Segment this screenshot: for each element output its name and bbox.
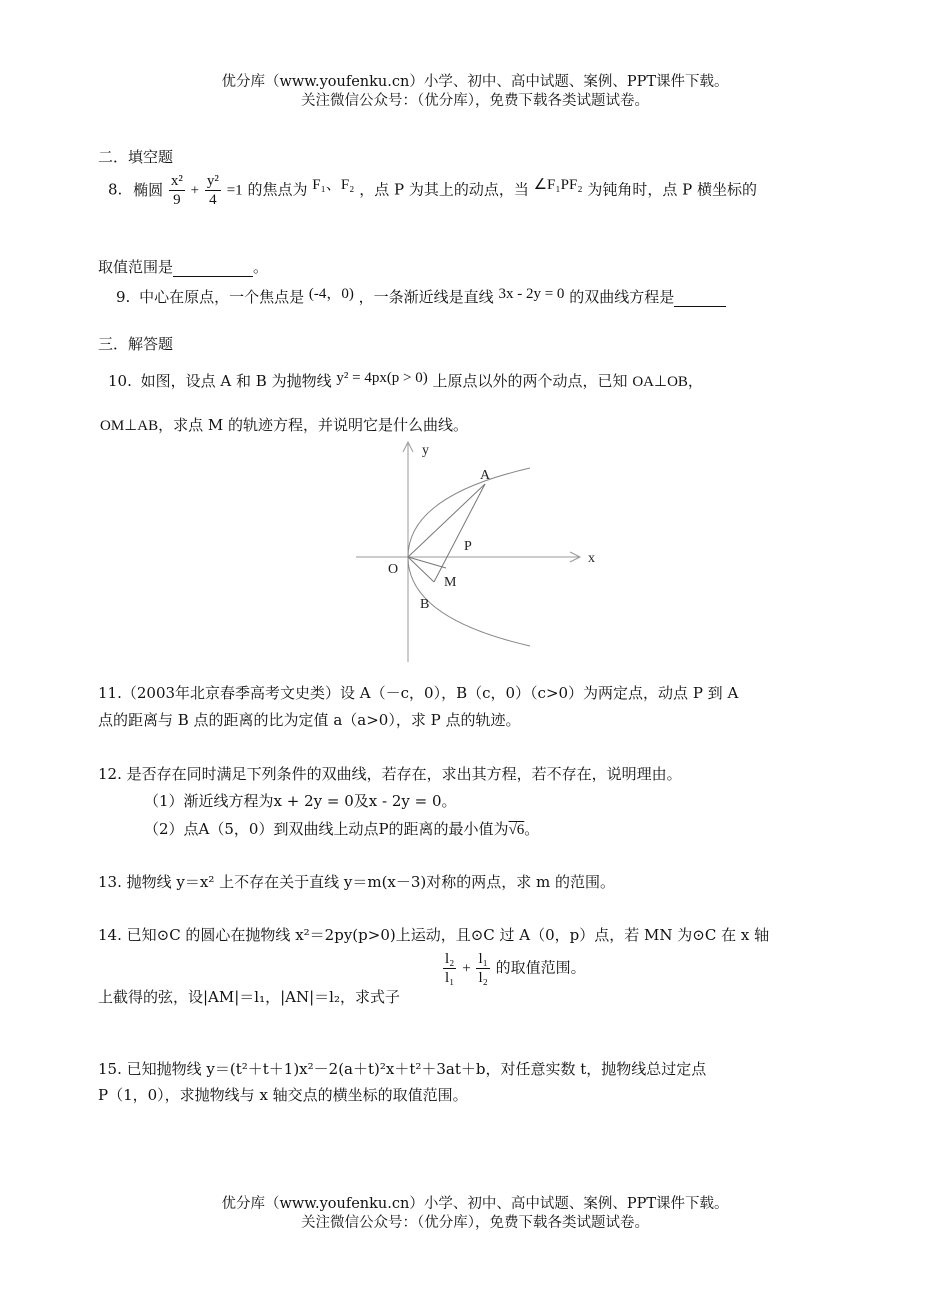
q8-end: 。 [253, 258, 269, 276]
q11-line-2: 点的距离与 B 点的距离的比为定值 a（a>0），求 P 点的轨迹。 [98, 711, 521, 729]
q9-number: 9. [116, 288, 131, 306]
q14-plus: + [462, 960, 471, 977]
q9-text-1: 中心在原点，一个焦点是 [139, 288, 305, 306]
question-8 [108, 172, 757, 209]
q8-answer-blank[interactable] [173, 276, 253, 277]
q9-answer-blank[interactable] [674, 306, 726, 307]
q8-plus: + [190, 182, 200, 199]
q10-text-3: ，求点 M 的轨迹方程，并说明它是什么曲线。 [158, 416, 468, 434]
q8-range-label: 取值范围是 [98, 258, 174, 276]
section-title-solve: 三．解答题 [98, 335, 174, 353]
q8-fraction-y [205, 172, 221, 209]
question-9 [116, 286, 726, 307]
label-origin: O [388, 562, 399, 577]
q8-frac1-num: x² [170, 173, 183, 189]
q13-line-1: 13. 抛物线 y＝x² 上不存在关于直线 y＝m(x－3)对称的两点，求 m 的范围。 [98, 873, 616, 891]
q14-tail: 的取值范围。 [495, 958, 586, 977]
q12-c2-value: √6 [508, 822, 525, 838]
q10-parabola-eq: y² = 4px(p > 0) [336, 370, 428, 386]
q14-expression [442, 950, 586, 987]
q8-foci: F₁、F₂ [312, 176, 355, 193]
label-a: A [480, 468, 491, 483]
q10-comma: ， [687, 372, 703, 390]
q14-frac1-num: l₂ [445, 951, 455, 967]
q9-asymptote: 3x - 2y = 0 [498, 286, 565, 302]
header-line-2: 关注微信公众号：（优分库），免费下载各类试题试卷。 [301, 93, 649, 109]
q15-line-1: 15. 已知抛物线 y＝(t²＋t＋1)x²－2(a＋t)²x＋t²＋3at＋b，对任意实数 t，抛物线总过定点 [98, 1060, 707, 1078]
q9-focus: (-4，0) [308, 286, 354, 302]
q8-frac2-num: y² [206, 173, 219, 189]
q9-text-2: ，一条渐近线是直线 [358, 288, 494, 306]
q12-c2-text: （2）点A（5，0）到双曲线上动点P的距离的最小值为 [144, 820, 509, 838]
question-10 [108, 370, 703, 391]
q8-frac2-den: 4 [209, 192, 217, 208]
segment-oa [408, 484, 485, 557]
q8-fraction-x [169, 172, 185, 209]
q10-cond-1: OA⊥OB [632, 374, 688, 390]
label-x: x [588, 551, 595, 566]
footer-line-1: 优分库（www.youfenku.cn）小学、初中、高中试题、案例、PPT课件下载。 [221, 1196, 729, 1212]
q8-angle: ∠F₁PF₂ [533, 176, 583, 193]
q14-line-1: 14. 已知⊙C 的圆心在抛物线 x²＝2py(p>0)上运动，且⊙C 过 A（0，p）点，若 MN 为⊙C 在 x 轴 [98, 926, 770, 944]
q9-text-3: 的双曲线方程是 [569, 288, 675, 306]
q14-frac2-num: l₁ [478, 951, 488, 967]
q10-line-2 [100, 414, 468, 435]
label-b: B [420, 597, 430, 612]
parabola-figure [350, 436, 610, 668]
q12-line-1: 12. 是否存在同时满足下列条件的双曲线，若存在，求出其方程，若不存在，说明理由。 [98, 765, 682, 783]
q8-line-2 [98, 256, 268, 277]
q8-text-2: ，点 P 为其上的动点，当 [359, 180, 529, 199]
q8-number: 8. [108, 180, 123, 199]
section-title-fill-in: 二．填空题 [98, 148, 174, 166]
q10-text-1: 如图，设点 A 和 B 为抛物线 [140, 372, 332, 390]
header-line-1: 优分库（www.youfenku.cn）小学、初中、高中试题、案例、PPT课件下载。 [221, 74, 729, 90]
footer-line-2: 关注微信公众号：（优分库），免费下载各类试题试卷。 [301, 1215, 649, 1231]
label-y: y [422, 443, 429, 458]
q14-fraction-2 [476, 950, 489, 987]
q10-text-2: 上原点以外的两个动点，已知 [432, 372, 628, 390]
q11-line-1: 11.（2003年北京春季高考文史类）设 A（－c，0），B（c，0）（c>0）为两定点，动点 P 到 A [98, 684, 739, 702]
q8-label: 椭圆 [133, 180, 164, 199]
q15-line-2: P（1，0），求抛物线与 x 轴交点的横坐标的取值范围。 [98, 1086, 468, 1104]
q14-line-2: 上截得的弦，设|AM|＝l₁，|AN|＝l₂，求式子 [98, 988, 400, 1006]
q10-number: 10. [108, 372, 132, 390]
q8-text-1: 的焦点为 [247, 180, 308, 199]
q8-frac1-den: 9 [173, 192, 181, 208]
q12-c2-end: 。 [524, 820, 540, 838]
q10-cond-2: OM⊥AB [100, 418, 159, 434]
label-m: M [444, 575, 457, 590]
q14-frac2-den: l₂ [478, 970, 488, 986]
label-p: P [464, 539, 472, 554]
q12-condition-1: （1）渐近线方程为x + 2y = 0及x - 2y = 0。 [144, 792, 457, 810]
q14-fraction-1 [443, 950, 456, 987]
q12-condition-2 [144, 818, 539, 839]
q14-frac1-den: l₁ [445, 970, 455, 986]
q8-text-3: 为钝角时，点 P 横坐标的 [587, 180, 757, 199]
q8-equals: =1 [226, 182, 243, 199]
segment-ab [434, 484, 485, 582]
